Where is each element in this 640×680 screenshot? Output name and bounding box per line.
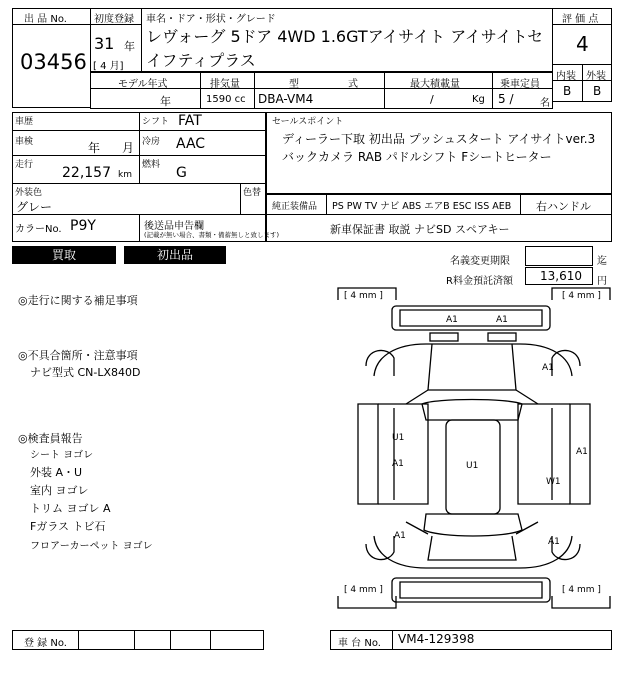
damage-mark: W1 [546, 477, 561, 487]
interior-label: 内装 [556, 71, 576, 82]
fuel-value: G [176, 165, 187, 181]
model-line-2: イフティプラス [146, 51, 256, 70]
load-separator: / [430, 93, 434, 106]
exterior-grade: B [593, 84, 602, 98]
load-unit: Kg [472, 94, 485, 105]
recycle-value: 13,610 [540, 269, 582, 283]
registration-year: 31 [94, 34, 115, 53]
model-year-label: モデル年式 [118, 79, 168, 90]
inspector-line: トリム ヨゴレ A [30, 502, 111, 515]
name-change-unit: 迄 [597, 256, 607, 267]
buy-badge: 買取 [12, 246, 116, 264]
score-value: 4 [576, 32, 589, 56]
model-year-unit: 年 [160, 95, 171, 108]
color-value: グレー [16, 200, 53, 214]
capacity-unit: 名 [540, 98, 550, 109]
sales-point-label: セールスポイント [272, 117, 344, 127]
registration-month: [ 4 月] [93, 61, 124, 72]
interior-grade: B [563, 84, 572, 98]
damage-mark: A1 [392, 459, 404, 469]
damage-mark: A1 [576, 447, 588, 457]
shift-label: シフト [142, 117, 170, 127]
chassis-label: 車 台 No. [338, 638, 381, 649]
tyre-rear-left: [ 4 mm ] [344, 585, 383, 595]
handle-value: 右ハンドル [536, 200, 591, 213]
lot-number: 03456 [20, 50, 87, 74]
damage-mark: A1 [446, 315, 458, 325]
ac-value: AAC [176, 136, 206, 152]
exterior-label: 外装 [586, 71, 606, 82]
color-no-value: P9Y [70, 218, 96, 234]
registration-year-unit: 年 [124, 40, 135, 53]
rear-doc-label: 後送品申告欄 [144, 221, 204, 232]
tyre-rear-right: [ 4 mm ] [562, 585, 601, 595]
displacement-value: 1590 cc [206, 94, 246, 105]
shaken-year: 年 [88, 141, 101, 155]
lot-label: 出 品 No. [24, 14, 67, 25]
history-label: 車歴 [15, 117, 34, 127]
first-listing-badge: 初出品 [124, 246, 226, 264]
model-line-1: レヴォーグ 5ドア 4WD 1.6GTアイサイト アイサイトセ [146, 27, 544, 46]
shift-value: FAT [178, 113, 202, 129]
damage-mark: A1 [394, 531, 406, 541]
inspector-line: 外装 A・U [30, 466, 83, 479]
chassis-number: VM4-129398 [398, 632, 475, 646]
inspector-line: フロアーカーペット ヨゴレ [30, 541, 153, 552]
load-label: 最大積載量 [410, 79, 460, 90]
equipment-value: PS PW TV ナビ ABS エアB ESC ISS AEB [332, 201, 512, 212]
mileage-label: 走行 [15, 160, 34, 170]
tyre-front-left: [ 4 mm ] [344, 291, 383, 301]
damage-mark: A1 [542, 363, 554, 373]
inspector-title: ◎検査員報告 [18, 432, 83, 445]
damage-mark: U1 [466, 461, 479, 471]
damage-mark: A1 [496, 315, 508, 325]
defect-note-line: ナビ型式 CN-LX840D [30, 366, 141, 379]
driving-notes-title: ◎走行に関する補足事項 [18, 294, 138, 307]
fuel-label: 燃料 [142, 160, 161, 170]
color-label: 外装色 [15, 188, 43, 198]
recycle-label: R料金預託済額 [446, 276, 513, 287]
name-change-label: 名義変更期限 [450, 256, 510, 267]
name-change-field [525, 246, 593, 266]
capacity-value: 5 / [498, 92, 514, 106]
mileage-unit: km [118, 170, 132, 180]
mileage-value: 22,157 [62, 165, 111, 181]
model-label: 車名・ドア・形状・グレード [146, 14, 276, 25]
color-change-label: 色替 [243, 188, 262, 198]
shaken-month: 月 [122, 141, 135, 155]
sales-point-line-2: バックカメラ RAB パドルシフト Fシートヒーター [282, 150, 552, 164]
reg-no-label: 登 録 No. [24, 638, 67, 649]
defect-notes-title: ◎不具合箇所・注意事項 [18, 349, 138, 362]
equipment-label: 純正装備品 [272, 202, 318, 212]
tyre-front-right: [ 4 mm ] [562, 291, 601, 301]
damage-mark: A1 [548, 537, 560, 547]
type-label-2: 式 [348, 79, 358, 90]
warranty-value: 新車保証書 取説 ナビSD スペアキー [330, 223, 510, 236]
damage-mark: U1 [392, 433, 405, 443]
sales-point-line-1: ディーラー下取 初出品 プッシュスタート アイサイトver.3 [282, 132, 596, 146]
inspector-line: Fガラス トビ石 [30, 520, 106, 533]
type-value: DBA-VM4 [258, 92, 314, 106]
type-label: 型 [289, 79, 299, 90]
capacity-label: 乗車定員 [500, 79, 540, 90]
ac-label: 冷房 [142, 137, 161, 147]
shaken-label: 車検 [15, 137, 34, 147]
rear-doc-note: (記載が無い場合、書類・備蓄無しと致します) [144, 231, 280, 239]
inspector-line: 室内 ヨゴレ [30, 484, 89, 497]
inspector-line: シート ヨゴレ [30, 450, 94, 461]
displacement-label: 排気量 [210, 79, 240, 90]
car-damage-diagram [336, 286, 612, 616]
score-label: 評 価 点 [562, 14, 599, 25]
recycle-unit: 円 [597, 276, 607, 287]
color-no-label: カラーNo. [15, 224, 62, 235]
registration-label: 初度登録 [94, 14, 134, 25]
